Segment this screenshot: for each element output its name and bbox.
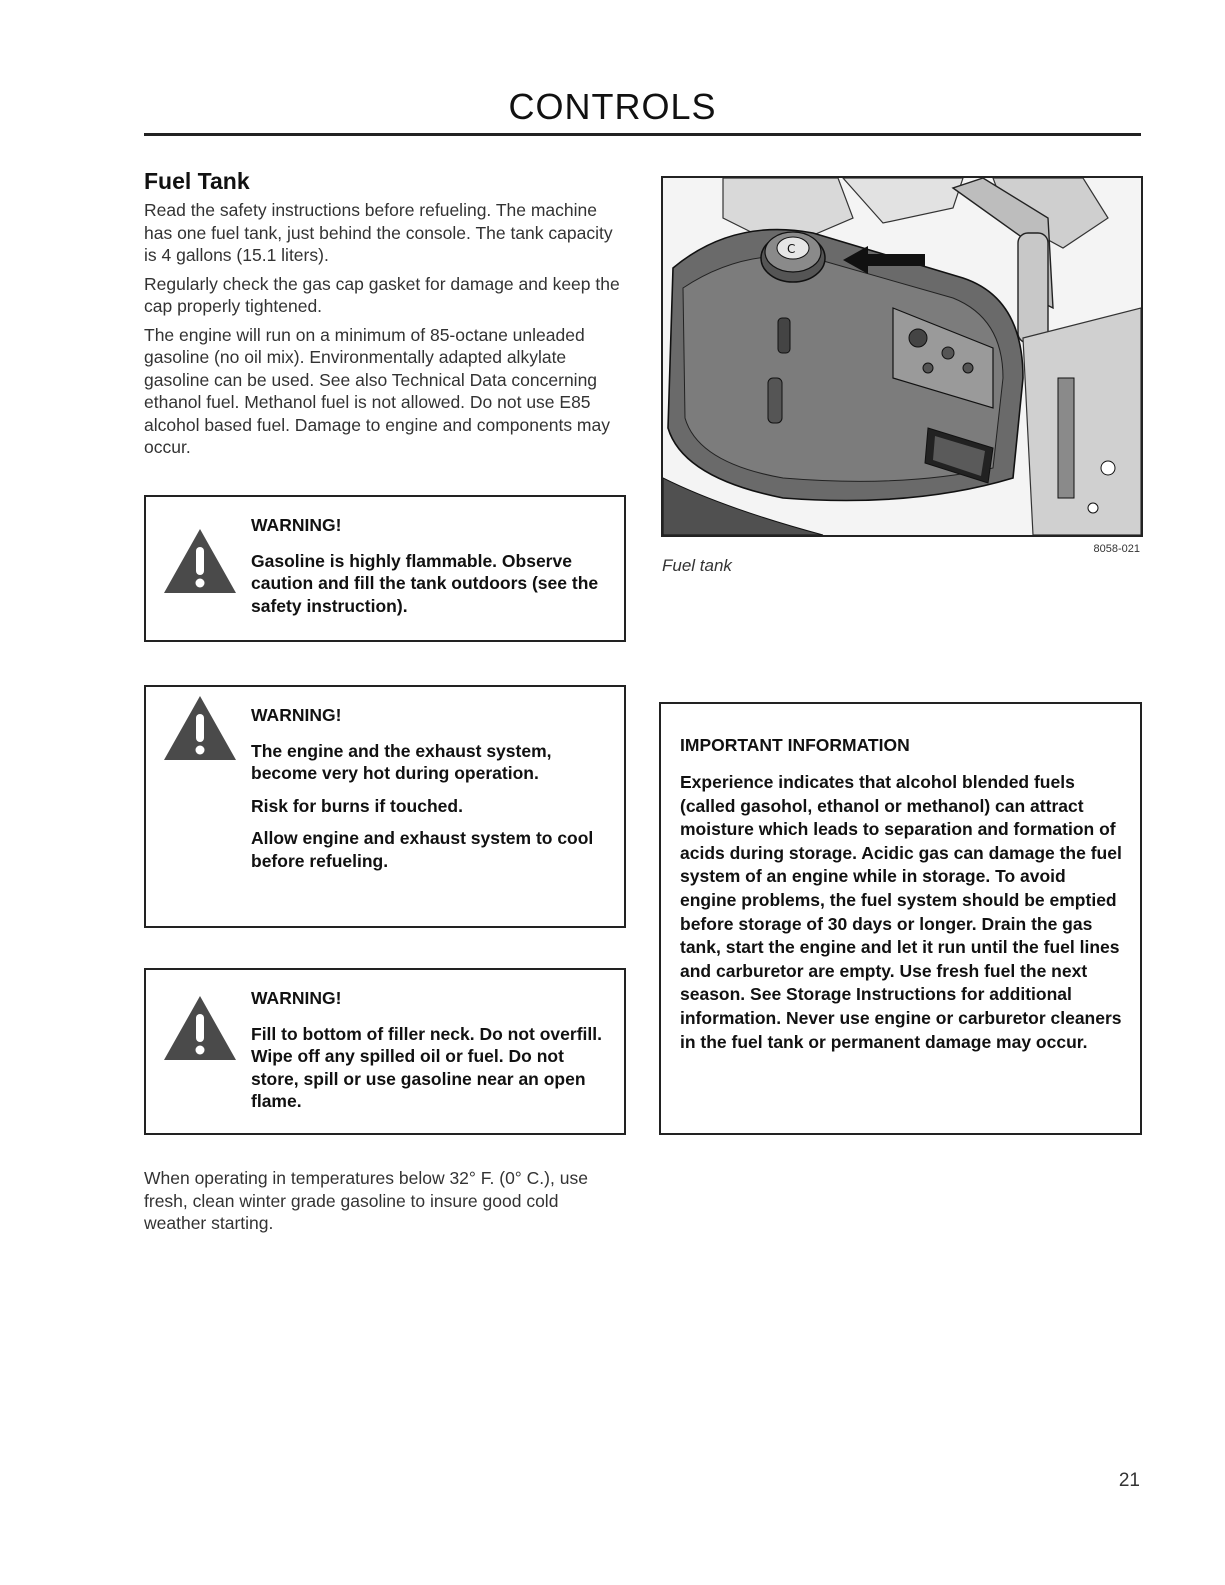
intro-paragraph: Regularly check the gas cap gasket for damage and keep the cap properly tightened.	[144, 273, 620, 316]
cold-weather-paragraph: When operating in temperatures below 32° F. (0° C.), use fresh, clean winter grade gasoline to insure good cold weather starting.	[144, 1168, 588, 1233]
warning-line: The engine and the exhaust system, become very hot during operation.	[251, 740, 552, 783]
warning-heading: WARNING!	[251, 515, 342, 535]
warning-box-hot-exhaust	[144, 685, 626, 928]
section-title: Fuel Tank	[144, 168, 250, 194]
warning-line: Fill to bottom of filler neck. Do not overfill. Wipe off any spilled oil or fuel. Do not store, spill or use gasoline near an open flame.	[251, 1023, 602, 1111]
warning-triangle-icon	[162, 694, 238, 762]
warning-heading: WARNING!	[251, 705, 342, 725]
figure-code: 8058-021	[1093, 543, 1140, 555]
figure-caption: Fuel tank	[662, 556, 732, 575]
warning-triangle-icon	[162, 994, 238, 1062]
important-heading: IMPORTANT INFORMATION	[680, 735, 910, 755]
svg-text:C: C	[787, 242, 796, 256]
page-header-title: CONTROLS	[508, 86, 717, 127]
fuel-tank-illustration	[663, 178, 1141, 535]
important-body: Experience indicates that alcohol blended fuels (called gasohol, ethanol or methanol) can attract moisture which leads to separation and formation of acids during storage. Acidic gas can damage the fuel system of an engine while in storage. To avoid engine problems, the fuel system should be emptied before storage of 30 days or longer. Drain the gas tank, start the engine and let it run until the fuel lines and carburetor are empty. Use fresh fuel the next season. See Storage Instructions for additional information. Never use engine or carburetor cleaners in the fuel tank or permanent damage may occur.	[680, 772, 1122, 1052]
intro-paragraph: Read the safety instructions before refueling. The machine has one fuel tank, just behind the console. The tank capacity is 4 gallons (15.1 liters).	[144, 200, 613, 265]
fuel-tank-figure	[661, 176, 1143, 537]
page-number: 21	[1118, 1470, 1140, 1491]
warning-line: Risk for burns if touched.	[251, 795, 463, 816]
intro-paragraph: The engine will run on a minimum of 85-octane unleaded gasoline (no oil mix). Environmentally adapted alkylate gasoline can be used. See also Technical Data concerning ethanol fuel. Methanol fuel is not allowed. Do not use E85 alcohol based fuel. Damage to engine and components may occur.	[144, 324, 610, 457]
warning-box-filler-neck	[144, 968, 626, 1135]
header-rule	[144, 133, 1141, 136]
important-information-box	[659, 702, 1142, 1135]
warning-triangle-icon	[162, 527, 238, 595]
intro-text	[144, 199, 629, 465]
warning-line: Gasoline is highly flammable. Observe caution and fill the tank outdoors (see the safety instruction).	[251, 550, 599, 616]
warning-heading: WARNING!	[251, 988, 342, 1008]
warning-line: Allow engine and exhaust system to cool before refueling.	[251, 828, 594, 871]
warning-box-flammable	[144, 495, 626, 642]
